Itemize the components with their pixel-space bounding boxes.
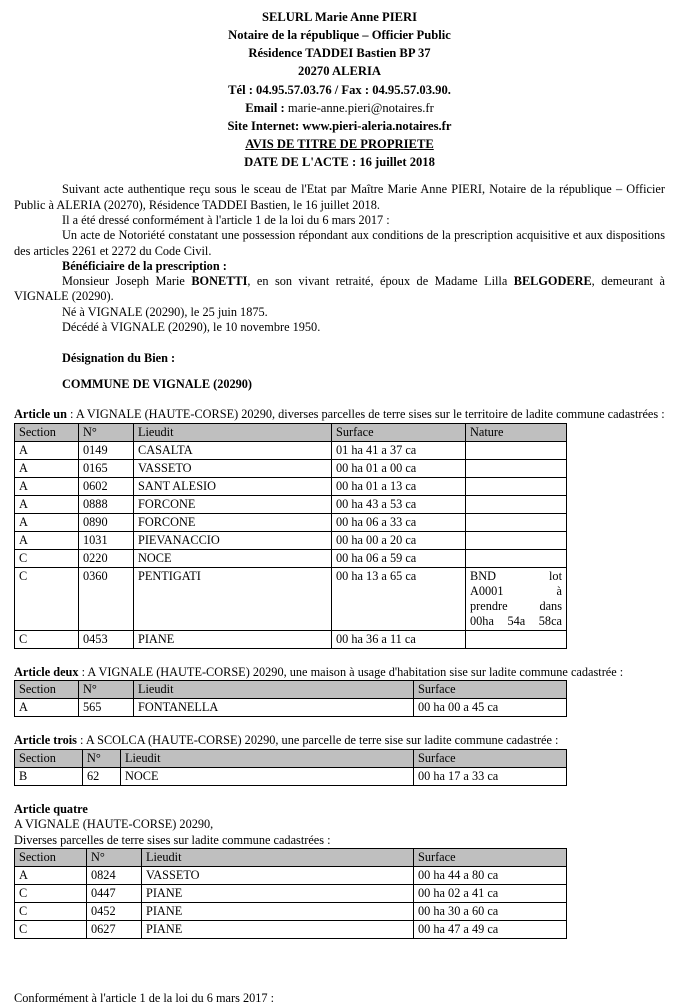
beneficiaire-name: BONETTI <box>191 273 248 288</box>
cell-numero: 62 <box>83 767 121 785</box>
article-un-text: : A VIGNALE (HAUTE-CORSE) 20290, diverses parcelles de terre sises sur le territoire de ladite commune cadastrées : <box>66 407 665 422</box>
cell-section: A <box>15 495 79 513</box>
table-row <box>15 567 567 630</box>
cell-section: A <box>15 477 79 495</box>
cell-lieudit: FORCONE <box>134 513 332 531</box>
cell-section: C <box>15 567 79 630</box>
cell-lieudit: PIANE <box>142 920 414 938</box>
article-quatre-label: Article quatre <box>14 801 88 816</box>
table-header-row <box>15 749 567 767</box>
col-header-lieudit: Lieudit <box>142 848 414 866</box>
article-deux-text: : A VIGNALE (HAUTE-CORSE) 20290, une maison à usage d'habitation sise sur ladite commune cadastrée : <box>78 664 624 679</box>
cell-numero: 565 <box>79 699 134 717</box>
cell-lieudit: NOCE <box>121 767 414 785</box>
table-row <box>15 549 567 567</box>
col-header-section: Section <box>15 681 79 699</box>
col-header-lieudit: Lieudit <box>121 749 414 767</box>
col-header-numero: N° <box>87 848 142 866</box>
cell-lieudit: SANT ALESIO <box>134 477 332 495</box>
cell-surface: 00 ha 36 a 11 ca <box>332 630 466 648</box>
cell-section: A <box>15 459 79 477</box>
article-un-intro <box>14 407 665 422</box>
col-header-surface: Surface <box>414 749 567 767</box>
beneficiaire-middle: , en son vivant retraité, époux de Madame Lilla <box>247 273 514 288</box>
paragraph-acte-authentique: Suivant acte authentique reçu sous le sceau de l'Etat par Maître Marie Anne PIERI, Notaire de la république – Officier Public à ALERIA (20270), Résidence TADDEI Bastien, le 16 juillet 2018. <box>14 182 665 212</box>
cell-nature <box>466 441 567 459</box>
cell-nature <box>466 513 567 531</box>
spouse-name: BELGODERE <box>513 273 592 288</box>
table-row <box>15 459 567 477</box>
table-article-un <box>14 423 567 649</box>
cell-surface: 00 ha 43 a 53 ca <box>332 495 466 513</box>
heading-beneficiaire: Bénéficiaire de la prescription : <box>62 259 227 274</box>
cell-lieudit: FONTANELLA <box>134 699 414 717</box>
cell-numero: 0452 <box>87 902 142 920</box>
cell-section: C <box>15 549 79 567</box>
cell-surface: 01 ha 41 a 37 ca <box>332 441 466 459</box>
cell-surface: 00 ha 06 a 33 ca <box>332 513 466 531</box>
paragraph-deces: Décédé à VIGNALE (20290), le 10 novembre 1950. <box>62 320 321 334</box>
letterhead-role: Notaire de la république – Officier Public <box>228 28 451 43</box>
col-header-numero: N° <box>79 681 134 699</box>
cell-surface: 00 ha 00 a 20 ca <box>332 531 466 549</box>
cell-lieudit: PIEVANACCIO <box>134 531 332 549</box>
table-article-trois <box>14 749 567 786</box>
cell-numero: 0890 <box>79 513 134 531</box>
table-header-row <box>15 848 567 866</box>
table-article-deux <box>14 680 567 717</box>
table-row <box>15 630 567 648</box>
table-row <box>15 477 567 495</box>
cell-surface: 00 ha 01 a 13 ca <box>332 477 466 495</box>
cell-surface: 00 ha 13 a 65 ca <box>332 567 466 630</box>
letterhead-email-line <box>14 99 665 117</box>
article-trois-text: : A SCOLCA (HAUTE-CORSE) 20290, une parcelle de terre sise sur ladite commune cadastrée : <box>76 733 559 748</box>
letterhead-city: 20270 ALERIA <box>298 64 381 79</box>
article-quatre-line1: A VIGNALE (HAUTE-CORSE) 20290, <box>14 817 214 832</box>
cell-numero: 1031 <box>79 531 134 549</box>
col-header-surface: Surface <box>332 423 466 441</box>
table-row <box>15 531 567 549</box>
table-row <box>15 866 567 884</box>
cell-numero: 0447 <box>87 884 142 902</box>
footer-conformement: Conformément à l'article 1 de la loi du 6 mars 2017 : <box>14 990 275 1005</box>
letterhead <box>14 8 665 171</box>
cell-nature <box>466 549 567 567</box>
table-row <box>15 767 567 785</box>
cell-lieudit: PIANE <box>142 884 414 902</box>
paragraph-acte-notoriete: Un acte de Notoriété constatant une possession répondant aux conditions de la prescription acquisitive et aux dispositions des articles 2261 et 2272 du Code Civil. <box>14 228 665 258</box>
cell-nature <box>466 630 567 648</box>
col-header-surface: Surface <box>414 848 567 866</box>
cell-lieudit: PIANE <box>142 902 414 920</box>
table-row <box>15 920 567 938</box>
cell-nature <box>466 531 567 549</box>
beneficiaire-suffix: , demeurant à VIGNALE (20290). <box>14 273 666 304</box>
table-row <box>15 441 567 459</box>
table-row <box>15 495 567 513</box>
col-header-numero: N° <box>79 423 134 441</box>
cell-numero: 0627 <box>87 920 142 938</box>
article-un-label: Article un <box>14 407 67 422</box>
nature-line: BND lot <box>470 568 562 583</box>
cell-surface: 00 ha 17 a 33 ca <box>414 767 567 785</box>
cell-numero: 0888 <box>79 495 134 513</box>
cell-surface: 00 ha 06 a 59 ca <box>332 549 466 567</box>
cell-lieudit: FORCONE <box>134 495 332 513</box>
table-header-row <box>15 423 567 441</box>
cell-numero: 0602 <box>79 477 134 495</box>
paragraph-naissance: Né à VIGNALE (20290), le 25 juin 1875. <box>62 304 268 319</box>
email-label: Email : <box>245 100 288 115</box>
letterhead-company: SELURL Marie Anne PIERI <box>262 10 417 24</box>
paragraph-article-1-loi: Il a été dressé conformément à l'article 1 de la loi du 6 mars 2017 : <box>62 212 390 227</box>
cell-surface: 00 ha 00 a 45 ca <box>414 699 567 717</box>
cell-section: B <box>15 767 83 785</box>
cell-numero: 0824 <box>87 866 142 884</box>
cell-nature <box>466 477 567 495</box>
cell-lieudit: PENTIGATI <box>134 567 332 630</box>
cell-section: C <box>15 902 87 920</box>
cell-section: A <box>15 866 87 884</box>
col-header-surface: Surface <box>414 681 567 699</box>
cell-numero: 0165 <box>79 459 134 477</box>
letterhead-address: Résidence TADDEI Bastien BP 37 <box>248 46 431 61</box>
col-header-section: Section <box>15 749 83 767</box>
cell-lieudit: PIANE <box>134 630 332 648</box>
cell-section: A <box>15 513 79 531</box>
cell-section: A <box>15 699 79 717</box>
cell-surface: 00 ha 01 a 00 ca <box>332 459 466 477</box>
table-row <box>15 902 567 920</box>
nature-line: 00ha 54a 58ca <box>470 613 562 628</box>
cell-nature <box>466 567 567 630</box>
cell-section: C <box>15 920 87 938</box>
col-header-lieudit: Lieudit <box>134 423 332 441</box>
col-header-lieudit: Lieudit <box>134 681 414 699</box>
cell-lieudit: VASSETO <box>134 459 332 477</box>
cell-nature <box>466 459 567 477</box>
cell-lieudit: VASSETO <box>142 866 414 884</box>
cell-surface: 00 ha 47 a 49 ca <box>414 920 567 938</box>
cell-surface: 00 ha 02 a 41 ca <box>414 884 567 902</box>
document-date: DATE DE L'ACTE : 16 juillet 2018 <box>244 155 435 169</box>
col-header-numero: N° <box>83 749 121 767</box>
article-deux-intro <box>14 665 665 680</box>
cell-surface: 00 ha 44 a 80 ca <box>414 866 567 884</box>
letterhead-phone: Tél : 04.95.57.03.76 / Fax : 04.95.57.03.90. <box>228 82 451 97</box>
heading-designation-bien: Désignation du Bien : <box>62 351 176 366</box>
nature-line: A0001 à <box>470 583 562 598</box>
cell-section: C <box>15 884 87 902</box>
col-header-section: Section <box>15 848 87 866</box>
nature-line: prendre dans <box>470 598 562 613</box>
article-trois-intro <box>14 733 665 748</box>
article-deux-label: Article deux <box>14 664 79 679</box>
cell-surface: 00 ha 30 a 60 ca <box>414 902 567 920</box>
table-row <box>15 884 567 902</box>
table-row <box>15 513 567 531</box>
email-address: marie-anne.pieri@notaires.fr <box>287 100 434 115</box>
cell-numero: 0149 <box>79 441 134 459</box>
cell-section: A <box>15 531 79 549</box>
cell-lieudit: NOCE <box>134 549 332 567</box>
article-quatre-line2: Diverses parcelles de terre sises sur ladite commune cadastrées : <box>14 832 331 847</box>
cell-lieudit: CASALTA <box>134 441 332 459</box>
table-row <box>15 699 567 717</box>
letterhead-website: Site Internet: www.pieri-aleria.notaires.fr <box>227 118 452 133</box>
heading-commune: COMMUNE DE VIGNALE (20290) <box>62 376 253 391</box>
table-header-row <box>15 681 567 699</box>
paragraph-beneficiaire-details <box>14 274 665 305</box>
col-header-nature: Nature <box>466 423 567 441</box>
cell-numero: 0360 <box>79 567 134 630</box>
cell-nature <box>466 495 567 513</box>
article-trois-label: Article trois <box>14 733 77 748</box>
cell-section: A <box>15 441 79 459</box>
cell-numero: 0453 <box>79 630 134 648</box>
cell-section: C <box>15 630 79 648</box>
cell-numero: 0220 <box>79 549 134 567</box>
table-article-quatre <box>14 848 567 939</box>
col-header-section: Section <box>15 423 79 441</box>
beneficiaire-prefix: Monsieur Joseph Marie <box>62 273 192 288</box>
document-title: AVIS DE TITRE DE PROPRIETE <box>245 136 434 151</box>
